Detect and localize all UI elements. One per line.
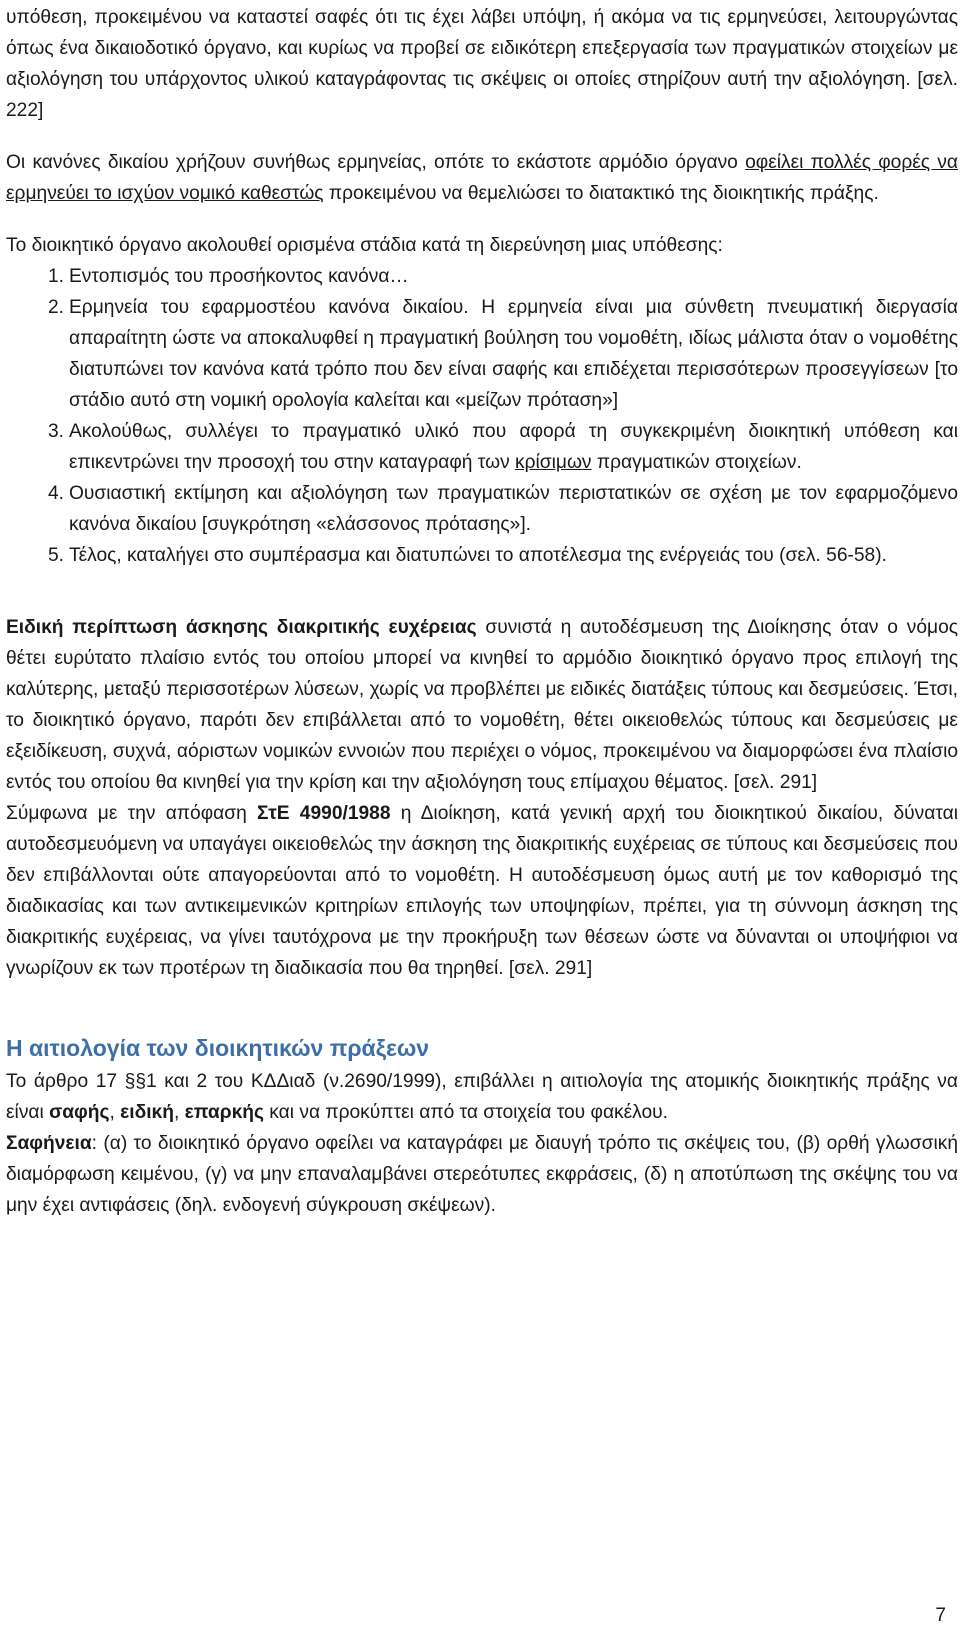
- text-run: η Διοίκηση, κατά γενική αρχή του διοικητικού δικαίου, δύναται αυτοδεσμευόμενη να υπαγάγει οικειοθελώς την άσκηση της διακριτικής ευχέρειας σε τύπους και δεσμεύσεις που δεν επιβάλλονται ούτε απαγορεύονται από το νομοθέτη. Η αυτοδέσμευση όμως αυτή με τον καθορισμό της διαδικασίας και των αντικειμενικών κριτηρίων επιλογής των υποψηφίων, πρέπει, για τη σύννομη άσκηση της διακριτικής ευχέρειας, να γίνει ταυτόχρονα με την προκήρυξη των θέσεων ώστε να δύνανται οι υποψήφιοι να γνωρίζουν εκ των προτέρων τη διαδικασία που θα τηρηθεί. [σελ. 291]: [6, 803, 958, 979]
- list-item: [6, 540, 958, 571]
- underlined-text: οφείλει πολλές φορές να ερμηνεύει το ισχύον νομικό καθεστώς: [6, 152, 958, 204]
- paragraph-article-17: [6, 1066, 958, 1128]
- stages-list: [6, 261, 958, 571]
- text-run: : (α) το διοικητικό όργανο οφείλει να καταγράφει με διαυγή τρόπο τις σκέψεις του, (β) ορθή γλωσσική διαμόρφωση κειμένου, (γ) να μην επαναλαμβάνει στερεότυπες εκφράσεις, (δ) η αποτύπωση της σκέψης του να μην έχει αντιφάσεις (δηλ. ενδογενή σύγκρουση σκέψεων).: [6, 1133, 958, 1216]
- list-item: [6, 478, 958, 540]
- text-run: ,: [173, 1102, 185, 1123]
- page-number: 7: [935, 1605, 946, 1626]
- text-run: Σύμφωνα με την απόφαση: [6, 803, 258, 824]
- bold-text: ΣτΕ 4990/1988: [257, 803, 391, 824]
- text-run: συνιστά η αυτοδέσμευση της Διοίκησης όταν ο νόμος θέτει ευρύτατο πλαίσιο εντός του οποίου μπορεί να κινηθεί το αρμόδιο διοικητικό όργανο προς επιλογή της καλύτερης, μεταξύ περισσοτέρων λύσεων, χωρίς να προβλέπει με ειδικές διατάξεις τύπους και δεσμεύσεις. Έτσι, το διοικητικό όργανο, παρότι δεν επιβάλλεται από το νομοθέτη, θέτει οικειοθελώς τύπους και δεσμεύσεις με εξειδίκευση, συχνά, αόριστων νομικών εννοιών που περιέχει ο νόμος, προκειμένου να διαμορφώσει ένα πλαίσιο εντός του οποίου θα κινηθεί για την κρίση και την αξιολόγηση τους επίμαχου θέματος. [σελ. 291]: [6, 617, 958, 793]
- paragraph-continuation: υπόθεση, προκειμένου να καταστεί σαφές ότι τις έχει λάβει υπόψη, ή ακόμα να τις ερμηνεύσει, λειτουργώντας όπως ένα δικαιοδοτικό όργανο, και κυρίως να προβεί σε ειδικότερη επεξεργασία των πραγματικών στοιχείων με αξιολόγηση του υπάρχοντος υλικού καταγράφοντας τις σκέψεις οι οποίες στηρίζουν αυτή την αξιολόγηση. [σελ. 222]: [6, 7, 958, 121]
- text-run: Το άρθρο 17 §§1 και 2 του ΚΔΔιαδ (ν.2690/1999), επιβάλλει η αιτιολογία της ατομικής διοικητικής πράξης να είναι: [6, 1071, 958, 1123]
- text-run: Οι κανόνες δικαίου χρήζουν συνήθως ερμηνείας, οπότε το εκάστοτε αρμόδιο όργανο: [6, 152, 746, 173]
- list-item: [6, 416, 958, 478]
- list-item-text: Τέλος, καταλήγει στο συμπέρασμα και διατυπώνει το αποτέλεσμα της ενέργειάς του (σελ. 56-58).: [69, 545, 887, 566]
- list-item: [6, 292, 958, 416]
- list-item-text: Ουσιαστική εκτίμηση και αξιολόγηση των πραγματικών περιστατικών σε σχέση με τον εφαρμοζόμενο κανόνα δικαίου [συγκρότηση «ελάσσονος πρότασης»].: [69, 483, 958, 535]
- paragraph-discretion: [6, 612, 958, 798]
- list-number: 4.: [48, 483, 65, 504]
- bold-text: επαρκής: [184, 1102, 264, 1123]
- paragraph-ste-decision: [6, 798, 958, 984]
- bold-text: Ειδική περίπτωση άσκησης διακριτικής ευχέρειας: [6, 617, 477, 638]
- list-item-text: Εντοπισμός του προσήκοντος κανόνα…: [69, 266, 409, 287]
- list-item-text: Ερμηνεία του εφαρμοστέου κανόνα δικαίου. Η ερμηνεία είναι μια σύνθετη πνευματική διεργασία απαραίτητη ώστε να αποκαλυφθεί η πραγματική βούληση του νομοθέτη, ιδίως μάλιστα όταν ο νομοθέτης διατυπώνει τον κανόνα κατά τρόπο που δεν είναι σαφής και επιδέχεται περισσότερων προσεγγίσεων [το στάδιο αυτό στη νομική ορολογία καλείται και «μείζων πρόταση»]: [69, 297, 958, 411]
- paragraph-clarity: [6, 1128, 958, 1221]
- list-item-text: πραγματικών στοιχείων.: [591, 452, 802, 473]
- bold-text: ειδική: [120, 1102, 174, 1123]
- underlined-text: κρίσιμων: [515, 452, 592, 473]
- paragraph-stages-intro: Το διοικητικό όργανο ακολουθεί ορισμένα στάδια κατά τη διερεύνηση μιας υπόθεσης:: [6, 235, 723, 256]
- bold-text: Σαφήνεια: [6, 1133, 92, 1154]
- list-number: 3.: [48, 421, 65, 442]
- section-heading: Η αιτιολογία των διοικητικών πράξεων: [6, 1035, 430, 1061]
- list-item: [6, 261, 958, 292]
- text-run: ,: [109, 1102, 121, 1123]
- list-item-text: Ακολούθως, συλλέγει το πραγματικό υλικό που αφορά τη συγκεκριμένη διοικητική υπόθεση και επικεντρώνει την προσοχή του στην καταγραφή των: [69, 421, 958, 473]
- text-run: προκειμένου να θεμελιώσει το διατακτικό της διοικητικής πράξης.: [323, 183, 879, 204]
- text-run: και να προκύπτει από τα στοιχεία του φακέλου.: [263, 1102, 668, 1123]
- list-number: 1.: [48, 266, 65, 287]
- paragraph-interpretation: [6, 147, 958, 209]
- list-number: 5.: [48, 545, 65, 566]
- list-number: 2.: [48, 297, 65, 318]
- bold-text: σαφής: [49, 1102, 110, 1123]
